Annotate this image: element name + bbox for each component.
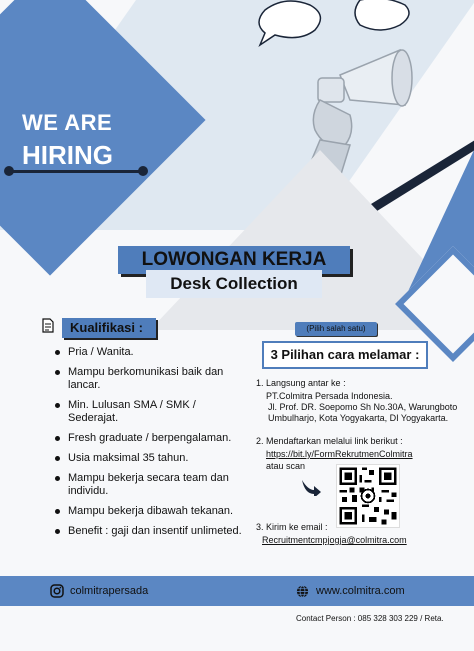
apply-methods-label: 3 Pilihan cara melamar : (270, 347, 420, 362)
list-item: Min. Lulusan SMA / SMK / Sederajat. (54, 399, 244, 425)
qr-code[interactable] (336, 464, 400, 528)
hiring-line1: WE ARE (22, 110, 113, 135)
choose-one-label: (Pilih salah satu) (306, 324, 366, 333)
page-subtitle: Desk Collection (170, 274, 298, 293)
option1-title: 1. Langsung antar ke : (256, 378, 346, 388)
document-icon (42, 318, 54, 333)
subtitle-banner (146, 270, 322, 298)
list-item: Mampu berkomunikasi baik dan lancar. (54, 366, 244, 392)
list-item: Pria / Wanita. (54, 346, 244, 359)
option2-title: 2. Mendaftarkan melalui link berikut : (256, 436, 403, 446)
hiring-underline (8, 170, 143, 173)
list-item: Mampu bekerja secara team dan individu. (54, 472, 244, 498)
option1-address: Jl. Prof. DR. Soepomo Sh No.30A, Warungboto Umbulharjo, Kota Yogyakarta, DI Yogyakarta. (268, 402, 458, 423)
arrow-right-icon (300, 476, 322, 496)
list-item: Fresh graduate / berpengalaman. (54, 432, 244, 445)
list-item: Mampu bekerja dibawah tekanan. (54, 505, 244, 518)
page-title: LOWONGAN KERJA (141, 249, 327, 270)
option1-company: PT.Colmitra Persada Indonesia. (266, 391, 393, 401)
scan-text: atau scan (266, 461, 306, 471)
instagram-icon (50, 584, 64, 598)
website-link[interactable]: www.colmitra.com (316, 585, 405, 597)
instagram-handle[interactable]: colmitrapersada (70, 585, 149, 597)
qualifications-heading-label: Kualifikasi : (70, 320, 143, 335)
qualifications-list (54, 346, 244, 545)
qualifications-heading (62, 318, 156, 338)
hiring-line2: HIRING (22, 140, 113, 170)
contact-person: Contact Person : 085 328 303 229 / Reta. (296, 614, 444, 623)
hiring-dot-right (138, 166, 148, 176)
globe-icon (296, 585, 309, 598)
list-item: Usia maksimal 35 tahun. (54, 452, 244, 465)
email-link[interactable]: Recruitmentcmpjogja@colmitra.com (262, 535, 407, 545)
apply-methods-heading (262, 341, 428, 369)
list-item: Benefit : gaji dan insentif unlimeted. (54, 525, 244, 538)
choose-one-badge (295, 322, 377, 336)
we-are-hiring (22, 110, 202, 171)
registration-link[interactable]: https://bit.ly/FormRekrutmenColmitra (266, 449, 413, 459)
option3-title: 3. Kirim ke email : (256, 522, 328, 532)
hiring-dot-left (4, 166, 14, 176)
